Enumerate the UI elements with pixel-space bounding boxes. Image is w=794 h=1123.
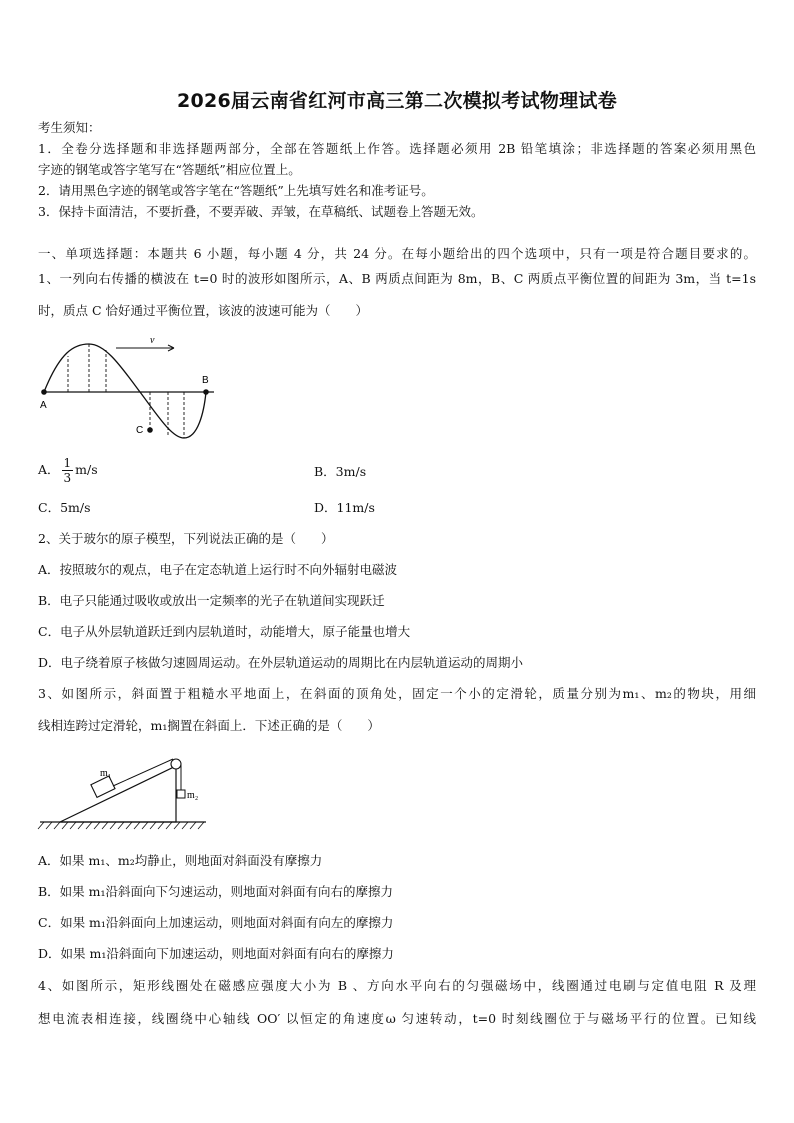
q1-option-b: B．3m/s	[314, 464, 367, 479]
section-heading: 一、单项选择题：本题共 6 小题，每小题 4 分，共 24 分。在每小题给出的四个选项中，只有一项是符合题目要求的。	[38, 246, 756, 261]
notice-item-3: 3．保持卡面清洁，不要折叠，不要弄破、弄皱，在草稿纸、试题卷上答题无效。	[38, 204, 484, 219]
label-a: A	[40, 400, 47, 411]
block-m1	[91, 776, 115, 797]
q3-option-c: C．如果 m₁沿斜面向上加速运动，则地面对斜面有向左的摩擦力	[38, 915, 394, 930]
fraction-numerator: 1	[63, 456, 72, 470]
q2-option-b: B．电子只能通过吸收或放出一定频率的光子在轨道间实现跃迁	[38, 593, 385, 608]
q3-incline-figure	[36, 752, 214, 834]
label-m1: m₁	[100, 768, 112, 779]
q3-stem-line1: 3、如图所示，斜面置于粗糙水平地面上，在斜面的顶角处，固定一个小的定滑轮，质量分别为m₁、m₂的物块，用细	[38, 686, 756, 701]
label-v: v	[150, 335, 155, 346]
q3-option-d: D．如果 m₁沿斜面向下加速运动，则地面对斜面有向右的摩擦力	[38, 946, 394, 961]
q3-option-b: B．如果 m₁沿斜面向下匀速运动，则地面对斜面有向右的摩擦力	[38, 884, 394, 899]
incline-wedge	[60, 766, 176, 822]
pulley-icon	[171, 759, 181, 769]
q2-option-c: C．电子从外层轨道跃迁到内层轨道时，动能增大，原子能量也增大	[38, 624, 411, 639]
fraction	[62, 456, 74, 485]
notice-item-1-cont: 字迹的钢笔或答字笔写在“答题纸”相应位置上。	[38, 162, 301, 177]
fraction-denominator: 3	[63, 471, 72, 485]
q1-option-d: D．11m/s	[314, 500, 375, 515]
q1-stem-line2: 时，质点 C 恰好通过平衡位置，该波的波速可能为（ ）	[38, 303, 369, 318]
q1-stem-line1: 1、一列向右传播的横波在 t=0 时的波形如图所示，A、B 两质点间距为 8m，B、C 两质点平衡位置的间距为 3m，当 t=1s	[38, 271, 756, 286]
q1-option-a-prefix: A．	[38, 462, 60, 477]
q2-option-a: A．按照玻尔的观点，电子在定态轨道上运行时不向外辐射电磁波	[38, 562, 398, 577]
point-a	[41, 389, 47, 395]
q1-option-a	[38, 456, 98, 485]
point-c	[147, 427, 153, 433]
notice-heading: 考生须知：	[38, 120, 101, 135]
label-m2: m₂	[187, 790, 199, 801]
label-c: C	[136, 425, 144, 436]
wave-dashed-lines	[68, 344, 184, 438]
q2-option-d: D．电子绕着原子核做匀速圆周运动。在外层轨道运动的周期比在内层轨道运动的周期小	[38, 655, 524, 670]
q1-option-c: C．5m/s	[38, 500, 91, 515]
ground-hatching	[38, 822, 204, 829]
q4-stem-line2: 想电流表相连接，线圈绕中心轴线 OO′ 以恒定的角速度ω 匀速转动，t=0 时刻线圈位于与磁场平行的位置。已知线	[38, 1011, 756, 1026]
block-m2	[177, 790, 185, 798]
notice-item-2: 2．请用黑色字迹的钢笔或答字笔在“答题纸”上先填写姓名和准考证号。	[38, 183, 434, 198]
q1-option-a-unit: m/s	[75, 462, 98, 477]
label-b: B	[202, 375, 209, 386]
notice-item-1: 1．全卷分选择题和非选择题两部分，全部在答题纸上作答。选择题必须用 2B 铅笔填涂；非选择题的答案必须用黑色	[38, 141, 756, 156]
q3-option-a: A．如果 m₁、m₂均静止，则地面对斜面没有摩擦力	[38, 853, 323, 868]
q1-wave-figure	[34, 332, 224, 444]
q4-stem-line1: 4、如图所示，矩形线圈处在磁感应强度大小为 B 、方向水平向右的匀强磁场中，线圈通过电刷与定值电阻 R 及理	[38, 978, 756, 993]
q2-stem: 2、关于玻尔的原子模型，下列说法正确的是（ ）	[38, 531, 334, 546]
page-title: 2026届云南省红河市高三第二次模拟考试物理试卷	[176, 90, 618, 112]
q3-stem-line2: 线相连跨过定滑轮，m₁搁置在斜面上．下述正确的是（ ）	[38, 718, 380, 733]
point-b	[203, 389, 209, 395]
